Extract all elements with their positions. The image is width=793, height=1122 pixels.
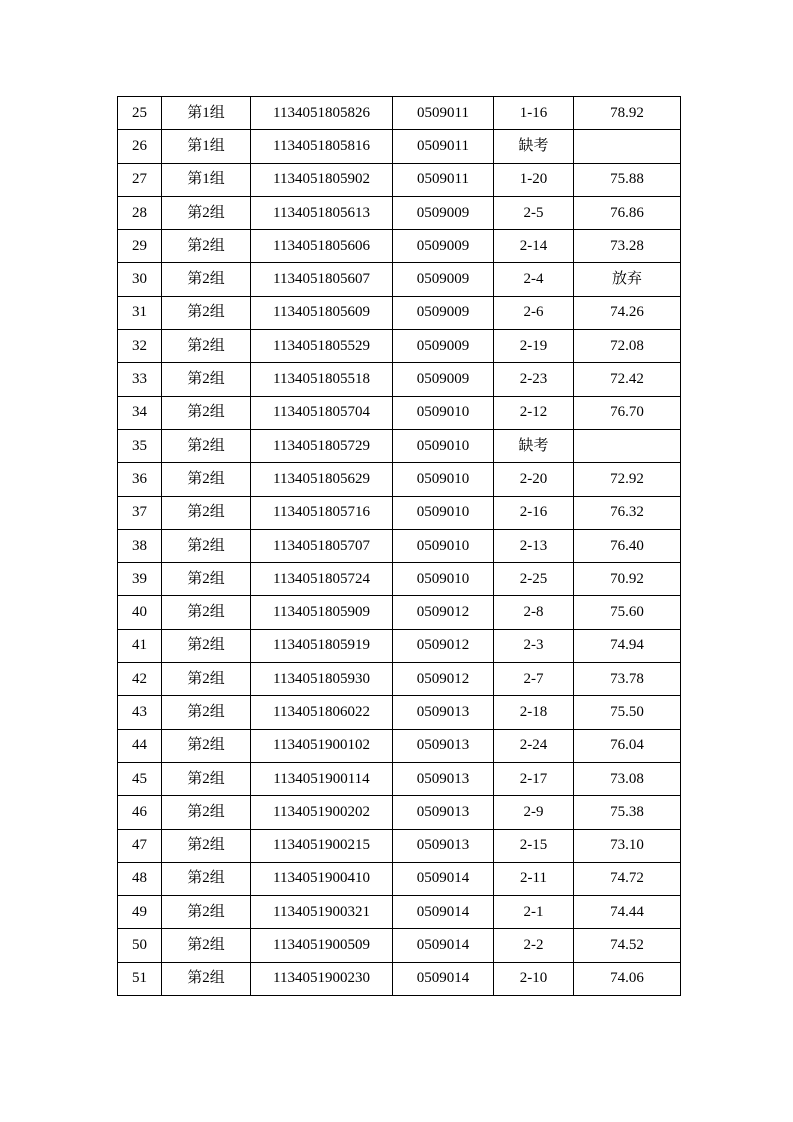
group-cell: 第2组 [162,396,251,429]
position-code-cell: 0509011 [393,163,494,196]
position-code-cell: 0509014 [393,862,494,895]
score-cell: 73.10 [574,829,681,862]
position-code-cell: 0509012 [393,629,494,662]
score-cell: 75.50 [574,696,681,729]
position-code-cell: 0509010 [393,463,494,496]
score-cell: 73.08 [574,762,681,795]
position-code-cell: 0509014 [393,929,494,962]
table-row [118,330,681,363]
row-number-cell: 48 [118,862,162,895]
score-cell [574,429,681,462]
table-row [118,396,681,429]
row-number-cell: 50 [118,929,162,962]
draw-number-cell: 2-6 [494,296,574,329]
table-row [118,163,681,196]
row-number-cell: 41 [118,629,162,662]
row-number-cell: 40 [118,596,162,629]
score-cell: 74.44 [574,896,681,929]
draw-number-cell: 2-10 [494,962,574,995]
candidate-id-cell: 1134051805518 [251,363,393,396]
score-cell: 72.92 [574,463,681,496]
candidate-id-cell: 1134051805704 [251,396,393,429]
draw-number-cell: 2-8 [494,596,574,629]
row-number-cell: 51 [118,962,162,995]
row-number-cell: 34 [118,396,162,429]
table-row [118,496,681,529]
group-cell: 第2组 [162,496,251,529]
group-cell: 第2组 [162,729,251,762]
position-code-cell: 0509013 [393,762,494,795]
position-code-cell: 0509010 [393,563,494,596]
position-code-cell: 0509010 [393,496,494,529]
table-row [118,929,681,962]
group-cell: 第2组 [162,563,251,596]
table-row [118,663,681,696]
row-number-cell: 35 [118,429,162,462]
table-row [118,230,681,263]
score-cell: 放弃 [574,263,681,296]
draw-number-cell: 2-18 [494,696,574,729]
candidate-id-cell: 1134051805707 [251,529,393,562]
group-cell: 第2组 [162,196,251,229]
candidate-id-cell: 1134051805724 [251,563,393,596]
score-cell: 70.92 [574,563,681,596]
position-code-cell: 0509009 [393,296,494,329]
score-table [117,96,681,996]
position-code-cell: 0509010 [393,529,494,562]
candidate-id-cell: 1134051805729 [251,429,393,462]
candidate-id-cell: 1134051805629 [251,463,393,496]
score-cell: 74.52 [574,929,681,962]
candidate-id-cell: 1134051805609 [251,296,393,329]
group-cell: 第2组 [162,663,251,696]
row-number-cell: 43 [118,696,162,729]
table-row [118,796,681,829]
candidate-id-cell: 1134051805607 [251,263,393,296]
score-cell: 75.38 [574,796,681,829]
table-row [118,463,681,496]
candidate-id-cell: 1134051805606 [251,230,393,263]
position-code-cell: 0509010 [393,429,494,462]
draw-number-cell: 2-13 [494,529,574,562]
score-cell: 78.92 [574,97,681,130]
draw-number-cell: 2-3 [494,629,574,662]
position-code-cell: 0509014 [393,962,494,995]
group-cell: 第2组 [162,529,251,562]
draw-number-cell: 2-4 [494,263,574,296]
position-code-cell: 0509009 [393,230,494,263]
row-number-cell: 30 [118,263,162,296]
group-cell: 第2组 [162,463,251,496]
score-cell: 73.28 [574,230,681,263]
candidate-id-cell: 1134051900230 [251,962,393,995]
table-row [118,862,681,895]
table-row [118,363,681,396]
candidate-id-cell: 1134051806022 [251,696,393,729]
table-row [118,196,681,229]
candidate-id-cell: 1134051805613 [251,196,393,229]
table-row [118,97,681,130]
table-row [118,629,681,662]
table-row [118,563,681,596]
row-number-cell: 38 [118,529,162,562]
draw-number-cell: 2-12 [494,396,574,429]
score-cell: 73.78 [574,663,681,696]
group-cell: 第2组 [162,829,251,862]
position-code-cell: 0509009 [393,363,494,396]
table-row [118,829,681,862]
score-cell: 76.04 [574,729,681,762]
table-row [118,130,681,163]
table-row [118,529,681,562]
candidate-id-cell: 1134051900202 [251,796,393,829]
row-number-cell: 31 [118,296,162,329]
table-row [118,762,681,795]
row-number-cell: 33 [118,363,162,396]
group-cell: 第2组 [162,230,251,263]
table-row [118,962,681,995]
score-cell [574,130,681,163]
row-number-cell: 44 [118,729,162,762]
position-code-cell: 0509011 [393,97,494,130]
score-cell: 75.88 [574,163,681,196]
score-cell: 75.60 [574,596,681,629]
candidate-id-cell: 1134051805529 [251,330,393,363]
group-cell: 第2组 [162,263,251,296]
draw-number-cell: 2-16 [494,496,574,529]
table-row [118,896,681,929]
table-row [118,596,681,629]
table-row [118,429,681,462]
group-cell: 第2组 [162,896,251,929]
group-cell: 第2组 [162,862,251,895]
draw-number-cell: 2-19 [494,330,574,363]
draw-number-cell: 缺考 [494,130,574,163]
position-code-cell: 0509013 [393,829,494,862]
position-code-cell: 0509012 [393,663,494,696]
table-row [118,296,681,329]
candidate-id-cell: 1134051900509 [251,929,393,962]
draw-number-cell: 2-14 [494,230,574,263]
score-cell: 74.06 [574,962,681,995]
candidate-id-cell: 1134051900215 [251,829,393,862]
group-cell: 第2组 [162,929,251,962]
position-code-cell: 0509013 [393,796,494,829]
position-code-cell: 0509014 [393,896,494,929]
group-cell: 第1组 [162,163,251,196]
row-number-cell: 28 [118,196,162,229]
group-cell: 第2组 [162,429,251,462]
row-number-cell: 45 [118,762,162,795]
draw-number-cell: 2-11 [494,862,574,895]
candidate-id-cell: 1134051900321 [251,896,393,929]
group-cell: 第2组 [162,796,251,829]
score-cell: 76.40 [574,529,681,562]
candidate-id-cell: 1134051805919 [251,629,393,662]
group-cell: 第2组 [162,696,251,729]
position-code-cell: 0509010 [393,396,494,429]
row-number-cell: 49 [118,896,162,929]
draw-number-cell: 2-15 [494,829,574,862]
row-number-cell: 39 [118,563,162,596]
draw-number-cell: 1-20 [494,163,574,196]
row-number-cell: 47 [118,829,162,862]
group-cell: 第2组 [162,296,251,329]
candidate-id-cell: 1134051805826 [251,97,393,130]
group-cell: 第1组 [162,130,251,163]
table-row [118,729,681,762]
draw-number-cell: 2-24 [494,729,574,762]
table-row [118,696,681,729]
position-code-cell: 0509011 [393,130,494,163]
score-cell: 74.72 [574,862,681,895]
table-row [118,263,681,296]
position-code-cell: 0509012 [393,596,494,629]
group-cell: 第2组 [162,962,251,995]
candidate-id-cell: 1134051805909 [251,596,393,629]
draw-number-cell: 缺考 [494,429,574,462]
candidate-id-cell: 1134051900114 [251,762,393,795]
row-number-cell: 46 [118,796,162,829]
group-cell: 第1组 [162,97,251,130]
position-code-cell: 0509009 [393,263,494,296]
group-cell: 第2组 [162,363,251,396]
draw-number-cell: 2-25 [494,563,574,596]
group-cell: 第2组 [162,596,251,629]
score-cell: 76.32 [574,496,681,529]
candidate-id-cell: 1134051900102 [251,729,393,762]
score-cell: 74.94 [574,629,681,662]
position-code-cell: 0509009 [393,330,494,363]
group-cell: 第2组 [162,629,251,662]
draw-number-cell: 2-9 [494,796,574,829]
position-code-cell: 0509013 [393,729,494,762]
draw-number-cell: 2-7 [494,663,574,696]
candidate-id-cell: 1134051805902 [251,163,393,196]
row-number-cell: 42 [118,663,162,696]
score-cell: 72.08 [574,330,681,363]
row-number-cell: 29 [118,230,162,263]
candidate-id-cell: 1134051805816 [251,130,393,163]
table-body [118,97,681,996]
draw-number-cell: 1-16 [494,97,574,130]
group-cell: 第2组 [162,762,251,795]
candidate-id-cell: 1134051900410 [251,862,393,895]
candidate-id-cell: 1134051805930 [251,663,393,696]
draw-number-cell: 2-1 [494,896,574,929]
score-cell: 76.86 [574,196,681,229]
row-number-cell: 32 [118,330,162,363]
draw-number-cell: 2-2 [494,929,574,962]
position-code-cell: 0509013 [393,696,494,729]
score-cell: 76.70 [574,396,681,429]
position-code-cell: 0509009 [393,196,494,229]
score-cell: 74.26 [574,296,681,329]
row-number-cell: 27 [118,163,162,196]
row-number-cell: 26 [118,130,162,163]
row-number-cell: 37 [118,496,162,529]
draw-number-cell: 2-5 [494,196,574,229]
draw-number-cell: 2-20 [494,463,574,496]
draw-number-cell: 2-23 [494,363,574,396]
score-cell: 72.42 [574,363,681,396]
candidate-id-cell: 1134051805716 [251,496,393,529]
row-number-cell: 36 [118,463,162,496]
row-number-cell: 25 [118,97,162,130]
group-cell: 第2组 [162,330,251,363]
draw-number-cell: 2-17 [494,762,574,795]
